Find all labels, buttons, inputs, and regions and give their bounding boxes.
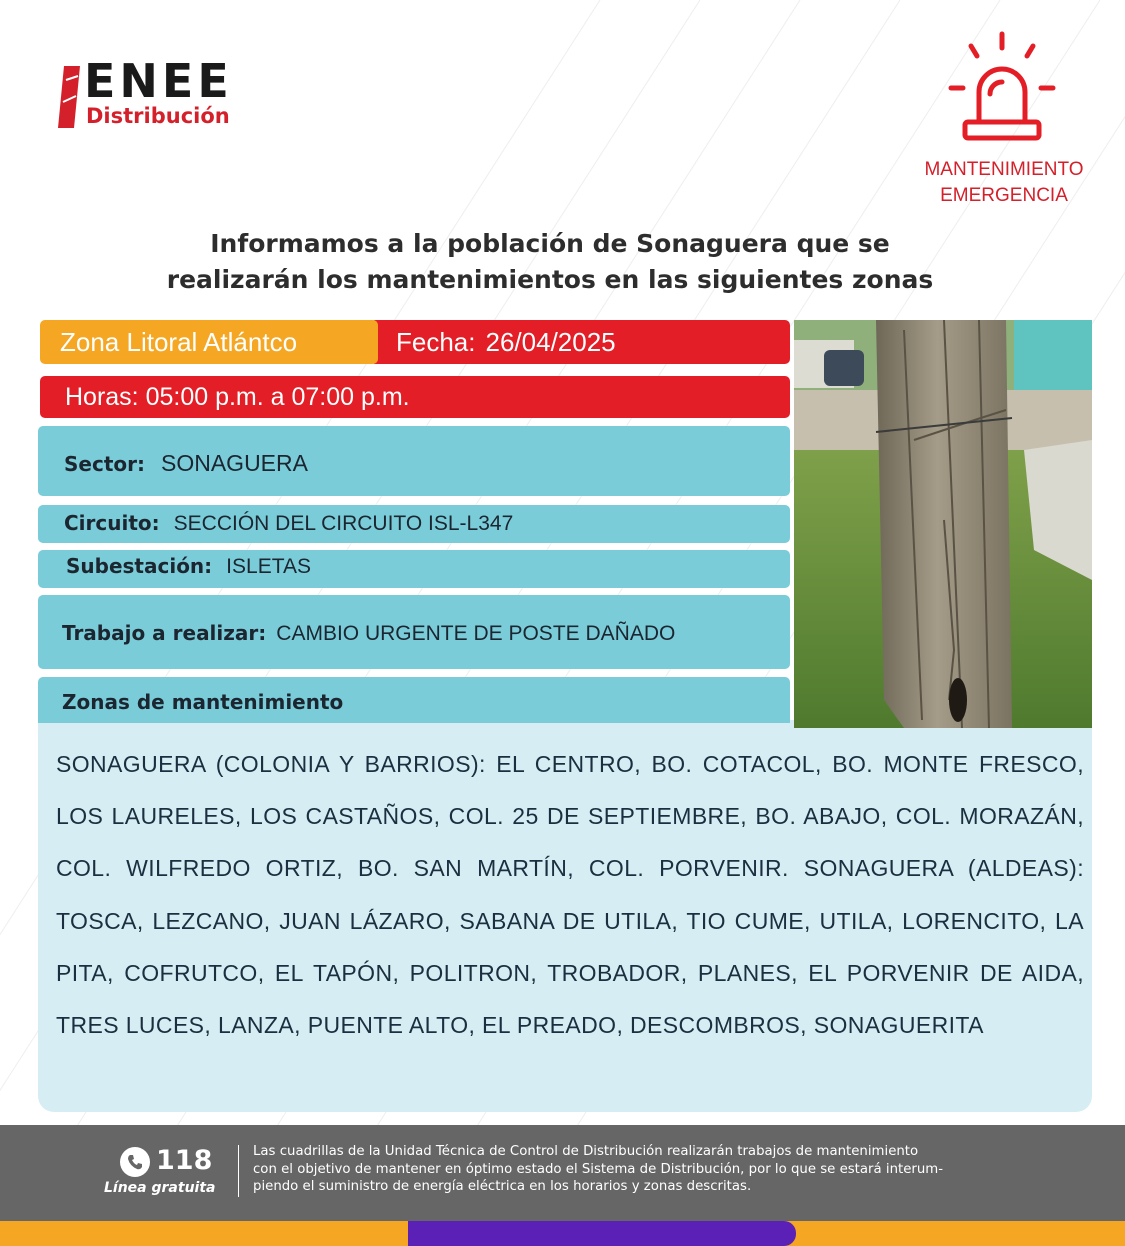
- headline-line-1: Informamos a la población de Sonaguera que se: [210, 229, 890, 258]
- headline-line-2: realizarán los mantenimientos en las siguientes zonas: [166, 265, 934, 294]
- phone-icon: [120, 1147, 150, 1177]
- date-bar: [374, 320, 790, 364]
- logo-wordmark: ENEE: [84, 54, 233, 108]
- footer-line-2: con el objetivo de mantener en óptimo estado el Sistema de Distribución, por lo que se estará interum-: [253, 1161, 944, 1177]
- substation-label: Subestación:: [66, 554, 213, 578]
- footer-line-1: Las cuadrillas de la Unidad Técnica de Control de Distribución realizarán trabajos de mantenimiento: [253, 1144, 919, 1159]
- emergency-badge: [915, 30, 1093, 210]
- hours-bar: Horas: 05:00 p.m. a 07:00 p.m.: [40, 376, 790, 418]
- hotline[interactable]: [120, 1145, 213, 1177]
- work-label: Trabajo a realizar:: [62, 621, 267, 645]
- substation-row: [38, 550, 790, 588]
- hotline-number: 118: [156, 1145, 213, 1176]
- zones-header: [38, 677, 790, 723]
- substation-value: ISLETAS: [226, 555, 311, 578]
- date-value: 26/04/2025: [485, 327, 616, 357]
- bottom-color-strip: [0, 1221, 1125, 1246]
- maintenance-zones-panel: [38, 720, 1092, 1112]
- circuit-value: SECCIÓN DEL CIRCUITO ISL-L347: [173, 512, 514, 535]
- footer-line-3: piendo el suministro de energía eléctrica en los horarios y zonas descritas.: [253, 1179, 752, 1194]
- sector-label: Sector:: [64, 452, 145, 476]
- badge-line-1: MANTENIMIENTO: [924, 159, 1084, 180]
- date-label: Fecha:: [396, 327, 476, 357]
- zones-text: SONAGUERA (COLONIA Y BARRIOS): EL CENTRO, BO. COTACOL, BO. MONTE FRESCO, LOS LAURELES, LOS CASTAÑOS, COL. 25 DE SEPTIEMBRE, BO. ABAJO, COL. MORAZÁN, COL. WILFREDO ORTIZ, BO. SAN MARTÍN, COL. PORVENIR. SONAGUERA (ALDEAS): TOSCA, LEZCANO, JUAN LÁZARO, SABANA DE UTILA, TIO CUME, UTILA, LORENCITO, LA PITA, COFRUTCO, EL TAPÓN, POLITRON, TROBADOR, PLANES, EL PORVENIR DE AIDA, TRES LUCES, LANZA, PUENTE ALTO, EL PREADO, DESCOMBROS, SONAGUERITA: [56, 751, 1084, 1039]
- footer-divider: [238, 1145, 239, 1197]
- enee-logo: [58, 54, 298, 134]
- footer-disclaimer: [253, 1143, 1053, 1196]
- logo-subtitle: Distribución: [86, 104, 230, 128]
- headline: [60, 226, 1040, 298]
- sector-row: [38, 426, 790, 496]
- footer: [0, 1125, 1125, 1221]
- circuit-row: [38, 505, 790, 543]
- enee-logo-mark: [58, 66, 80, 128]
- damaged-pole-photo: [794, 320, 1092, 728]
- work-row: [38, 595, 790, 669]
- zones-label: Zonas de mantenimiento: [62, 690, 344, 714]
- zone-label: Zona Litoral Atlántco: [40, 320, 378, 364]
- purple-strip: [408, 1221, 796, 1246]
- sector-value: SONAGUERA: [161, 450, 308, 476]
- hotline-label: Línea gratuita: [104, 1180, 216, 1196]
- badge-line-2: EMERGENCIA: [940, 185, 1068, 206]
- siren-icon: [945, 30, 1063, 148]
- circuit-label: Circuito:: [64, 511, 160, 535]
- work-value: CAMBIO URGENTE DE POSTE DAÑADO: [276, 622, 676, 645]
